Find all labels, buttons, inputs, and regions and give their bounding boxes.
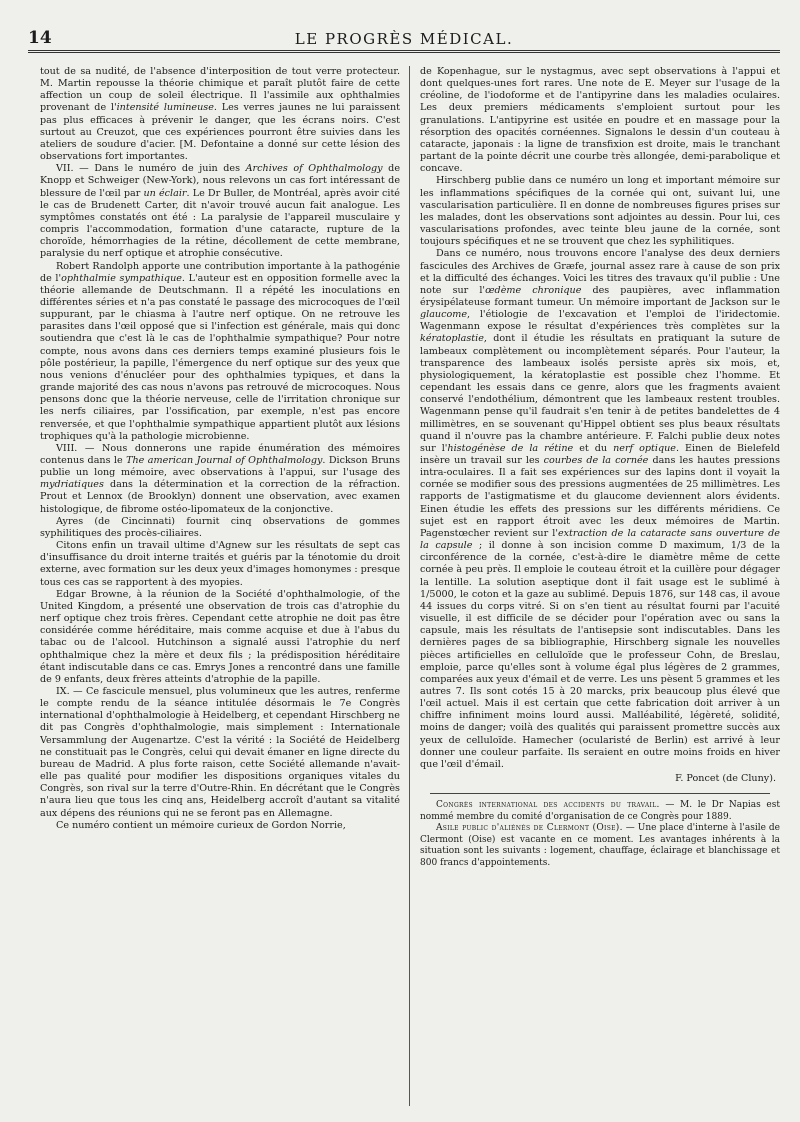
paragraph: VIII. — Nous donnerons une rapide énumération des mémoires contenus dans le The american Journal of Ophthalmology. Dickson Bruns publie un long mémoire, avec observations à l'appui, sur l'usage des mydriatiques dans la détermination et la correction de la réfraction. Prout et Lennox (de Brooklyn) donnent une observation, avec examen histologique, de fibrome ostéo-lipomateux de la conjonctive. xyxy=(40,442,400,515)
page-header xyxy=(28,26,780,53)
left-column xyxy=(40,66,400,1106)
section-divider xyxy=(430,793,770,794)
paragraph: IX. — Ce fascicule mensuel, plus volumineux que les autres, renferme le compte rendu de la séance intitulée désormais le 7e Congrès international d'ophthalmologie à Heidelberg, et cependant Hirschberg ne dit pas Congrès d'ophthalmologie, mais simplement : Internationale Versammlung der Augenartze. C'est la vérité : la Société de Heidelberg ne constituait pas le Congrès, celui qui devait émaner en ligne directe du bureau de Madrid. A plus forte raison, cette Société allemande n'avait-elle pas qualité pour modifier les dispositions organiques vitales du Congrès, son rival sur la terre d'Outre-Rhin. En décrétant que le Congrès n'aura lieu que tous les cinq ans, Heidelberg accroît d'autant sa vitalité aux dépens des réunions qui ne se feront pas en Allemagne. xyxy=(40,685,400,819)
paragraph: Edgar Browne, à la réunion de la Société d'ophthalmologie, of the United Kingdom, a présenté une observation de trois cas d'atrophie du nerf optique chez trois frères. Cependant cette atrophie ne doit pas être considérée comme héréditaire, mais comme acquise et due à l'abus du tabac ou de l'alcool. Hutchinson a signalé aussi l'atrophie du nerf ophthalmique chez la mère et deux fils ; la prédisposition héréditaire étant indiscutable dans ce cas. Emrys Jones a rencontré dans une famille de 9 enfants, deux frères atteints d'atrophie de la papille. xyxy=(40,588,400,685)
right-column xyxy=(420,66,780,1106)
paragraph: Ce numéro contient un mémoire curieux de Gordon Norrie, xyxy=(56,819,346,831)
paragraph: VII. — Dans le numéro de juin des Archives of Ophthalmology de Knopp et Schweiger (New-York), nous relevons un cas fort intéressant de blessure de l'œil par un éclair. Le Dr Buller, de Montréal, après avoir cité le cas de Brudenett Carter, dit n'avoir trouvé aucun fait analogue. Les symptômes constatés ont été : La paralysie de l'appareil musculaire y compris l'accommodation, formation d'une cataracte, rupture de la choroïde, hémorrhagies de la rétine, décollement de cette membrane, paralysie du nerf optique et atrophie consécutive. xyxy=(40,163,400,260)
paragraph: Dans ce numéro, nous trouvons encore l'analyse des deux derniers fascicules des Archives de Græfe, journal assez rare à cause de son prix et la difficulté des échanges. Voici les titres des travaux qu'il publie : Une note sur l'œdème chronique des paupières, avec inflammation érysipélateuse formant tumeur. Un mémoire important de Jackson sur le glaucome, l'étiologie de l'excavation et l'emploi de l'iridectomie. Wagenmann expose le résultat d'expériences très complètes sur la kératoplastie, dont il étudie les résultats en pratiquant la suture de lambeaux complètement ou incomplètement séparés. Pour l'auteur, la transparence des lambeaux isolés persiste après six mois, et, physiologiquement, la kératoplastie est possible chez l'homme. Et cependant les essais dans ce genre, alors que les fragments avaient conservé l'endothélium, démontrent que les lambeaux restent troubles. Wagenmann pense qu'il faudrait s'en tenir à de petites bandelettes de 4 millimètres, en se souvenant qu'Hippel obtient ses plus beaux résultats quand il n'ouvre pas la chambre antérieure. F. Falchi publie deux notes sur l'histogénèse de la rétine et du nerf optique. Einen de Bielefeld insère un travail sur les courbes de la cornée dans les hautes pressions intra-oculaires. Il a fait ses expériences sur des lapins dont il voyait la cornée se modifier sous des pressions augmentées de 25 millimètres. Les rapports de l'astigmatisme et du glaucome deviennent alors évidents. Einen étudie les effets des pressions sur les différents méridiens. Ce sujet est en rapport étroit avec les deux mémoires de Martin. Pagenstœcher revient sur l'extraction de la cataracte sans ouverture de la capsule ; il donne à son incision comme D maximum, 1/3 de la circonférence de la cornée, c'est-à-dire le diamètre même de cette cornée à peu près. Il emploie le couteau étroit et la cuillère pour dégager la lentille. La solution aseptique dont il fait usage est le sublimé à 1/5000, le coton et la gaze au sublimé. Depuis 1876, sur 148 cas, il avoue 44 issues du corps vitré. Si on s'en tient au résultat fourni par l'acuité visuelle, il est difficile de se décider pour l'opération avec ou sans la capsule, mais les résultats de l'antisepsie sont indiscutables. Dans les dernières pages de sa bibliographie, Hirschberg signale les nouvelles pièces artificielles en celluloïde que le professeur Cohn, de Breslau, emploie, parce qu'elles sont à volume égal plus légères de 2 grammes, comparées aux yeux d'émail et de verre. Les uns pèsent 5 grammes et les autres 7. Ils sont cotés 15 à 20 marcks, prix beaucoup plus élevé que l'œil actuel. Mais il est certain que cette fabrication doit arriver à un chiffre infiniment moins lourd aussi. Malléabilité, légèreté, solidité, moins de danger; voilà des qualités qui paraissent promettre succès aux yeux de celluloïde. Hamecher (ocularisté de Berlin) est arrivé à leur donner une couleur parfaite. Ils seraient en outre moins froids en hiver que l'œil d'émail. xyxy=(420,248,780,770)
paragraph: de Kopenhague, sur le nystagmus, avec sept observations à l'appui et dont quelques-unes fort rares. Une note de E. Meyer sur l'usage de la créoline, de l'iodoforme et de l'antipyrine dans les maladies oculaires. Les deux premiers médicaments s'emploient surtout pour les granulations. L'antipyrine est usitée en poudre et en massage pour la résorption des opacités cornéennes. Signalons le dessin d'un couteau à cataracte, japonais : la ligne de transfixion est droite, mais le tranchant partant de la pointe décrit une courbe très allongée, demi-parabolique et concave. xyxy=(420,66,780,175)
paragraph: tout de sa nudité, de l'absence d'interposition de tout verre protecteur. M. Martin repousse la théorie chimique et paraît plutôt faire de cette affection un coup de soleil électrique. Il l'assimile aux ophthalmies provenant de l'intensité lumineuse. Les verres jaunes ne lui paraissent pas plus efficaces à prévenir le danger, que les écrans noirs. C'est surtout au Creuzot, que ces expériences pourront être suivies dans les ateliers de soudure d'acier. [M. Defontaine a donné sur cette lésion des observations fort importantes. xyxy=(40,66,400,163)
paragraph: Ayres (de Cincinnati) fournit cinq observations de gommes syphilitiques des procès-ciliaires. xyxy=(40,515,400,539)
news-title: Asile public d'aliénés de Clermont (Oise). xyxy=(436,823,623,834)
news-title: Congrès international des accidents du travail. xyxy=(436,800,660,811)
paragraph: Robert Randolph apporte une contribution importante à la pathogénie de l'ophthalmie sympathique. L'auteur est en opposition formelle avec la théorie allemande de Deutschmann. Il a répété les inoculations en différentes séries et n'a pas constaté le passage des microcoques de l'œil suppurant, par le chiasma à l'autre nerf optique. On ne retrouve les parasites dans l'œil opposé que si l'infection est générale, mais qui donc soutiendra que c'est là le cas de l'ophthalmie sympathique? Pour notre compte, nous avons dans ces derniers temps examiné plusieurs fois le pôle postérieur, la papille, l'émergence du nerf optique sur des yeux que nous venions d'énucléer pour des ophthalmies typiques, et dans la grande majorité des cas nous n'avons pas retrouvé de microcoques. Nous pensons donc que la théorie nerveuse, celle de l'irritation chronique sur les nerfs ciliaires, par l'ossification, par exemple, n'est pas encore renversée, et que l'ophthalmie sympathique appartient plutôt aux lésions trophiques qu'à la pathologie microbienne. xyxy=(40,260,400,442)
paragraph: Hirschberg publie dans ce numéro un long et important mémoire sur les inflammations spécifiques de la cornée qui ont, suivant lui, une vascularisation particulière. Il en donne de nombreuses figures prises sur les malades, dont les observations sont adjointes au dessin. Pour lui, ces vascularisations profondes, avec teinte bleu jaune de la cornée, sont toujours spécifiques et ne se trouvent que chez les syphilitiques. xyxy=(420,175,780,248)
journal-title: LE PROGRÈS MÉDICAL. xyxy=(294,30,514,48)
paragraph: Citons enfin un travail ultime d'Agnew sur les résultats de sept cas d'insuffisance du droit interne traités et guéris par la ténotomie du droit externe, avec formation sur les deux yeux d'images homonymes : presque tous ces cas se rapportent à des myopies. xyxy=(40,540,400,588)
news-item: Congrès international des accidents du travail. — M. le Dr Napias est nommé membre du comité d'organisation de ce Congrès pour 1889. xyxy=(420,800,780,822)
page-number: 14 xyxy=(28,28,52,48)
author-signature: F. Poncet (de Cluny). xyxy=(675,773,776,785)
column-divider xyxy=(409,66,410,1106)
news-item: Asile public d'aliénés de Clermont (Oise). — Une place d'interne à l'asile de Clermont (Oise) est vacante en ce moment. Les avantages inhérents à la situation sont les suivants : logement, chauffage, éclairage et blanchissage et 800 francs d'appointements. xyxy=(420,823,780,868)
